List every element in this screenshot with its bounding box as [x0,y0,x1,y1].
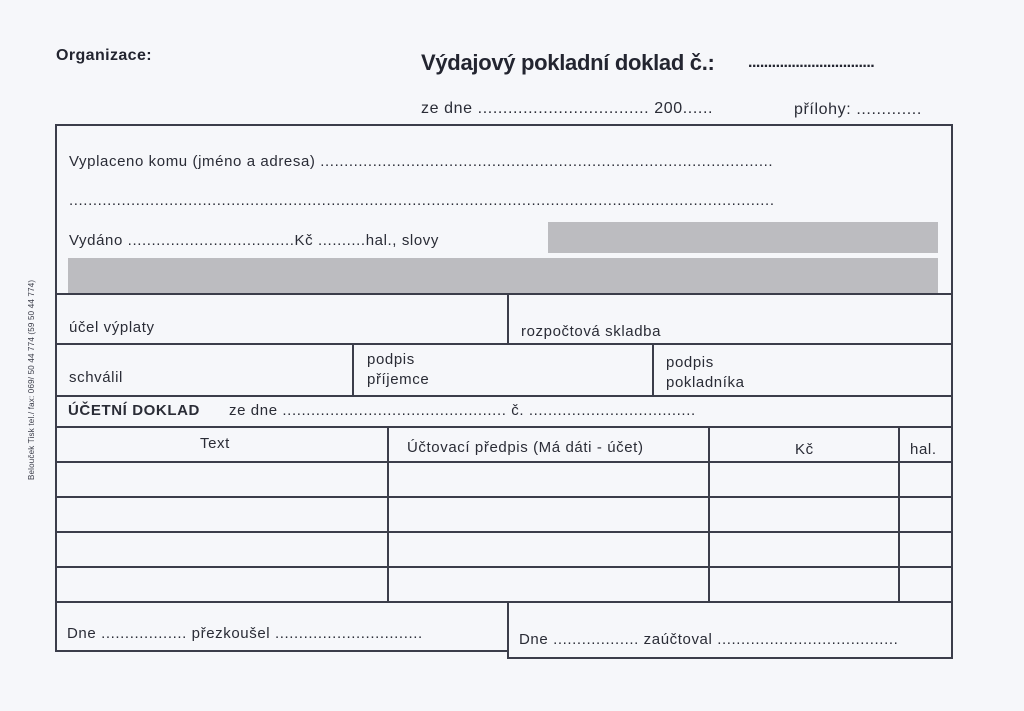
amount-in-words-box-2[interactable] [68,258,938,295]
accounting-date-field[interactable]: ze dne ............................................... č. ................................... [229,402,696,419]
divider [652,343,654,396]
divider [55,395,953,397]
frame-bottom-left [55,650,507,652]
document-number-field[interactable]: ................................ [748,54,875,71]
table-row-line [55,531,953,533]
posted-field[interactable]: Dne .................. zaúčtoval ...................................... [519,631,899,648]
divider [507,293,509,345]
divider [55,343,953,345]
cashier-signature-label: podpis [666,354,714,371]
frame-top [55,124,953,126]
table-row-line [55,496,953,498]
date-line[interactable]: ze dne .................................. 200...... [421,100,714,117]
organization-label: Organizace: [56,47,152,64]
table-col-line [898,426,900,601]
column-header-hal: hal. [910,441,937,458]
table-bottom [55,601,953,603]
purpose-label: účel výplaty [69,319,155,336]
frame-bottom-right [507,657,953,659]
cashier-signature-label-2: pokladníka [666,374,745,391]
attachments-field[interactable]: přílohy: ............. [794,101,922,118]
printer-note: Belouček Tisk tel./ fax: 069/ 50 44 774 (59 50 44 774) [27,279,36,480]
address-field[interactable]: .................................................................................................................................................... [69,192,775,209]
issued-amount-field[interactable]: Vydáno ...................................Kč ..........hal., slovy [69,232,439,249]
table-header-bottom [55,461,953,463]
column-header-kc: Kč [795,441,814,458]
frame-left [55,124,57,651]
table-row-line [55,566,953,568]
recipient-signature-label: podpis [367,351,415,368]
divider [507,601,509,658]
table-col-line [708,426,710,601]
amount-in-words-box[interactable] [548,222,938,253]
recipient-signature-label-2: příjemce [367,371,430,388]
approved-label: schválil [69,369,123,386]
divider [55,293,953,295]
table-top [55,426,953,428]
divider [352,343,354,396]
column-header-posting: Účtovací předpis (Má dáti - účet) [407,439,644,456]
column-header-text: Text [200,435,230,452]
frame-right [951,124,953,658]
paid-to-field[interactable]: Vyplaceno komu (jméno a adresa) ............................................................................................... [69,153,774,170]
document-title: Výdajový pokladní doklad č.: [421,50,715,75]
table-col-line [387,426,389,601]
accounting-title: ÚČETNÍ DOKLAD [68,402,200,419]
budget-label: rozpočtová skladba [521,323,662,340]
checked-field[interactable]: Dne .................. přezkoušel ............................... [67,625,423,642]
